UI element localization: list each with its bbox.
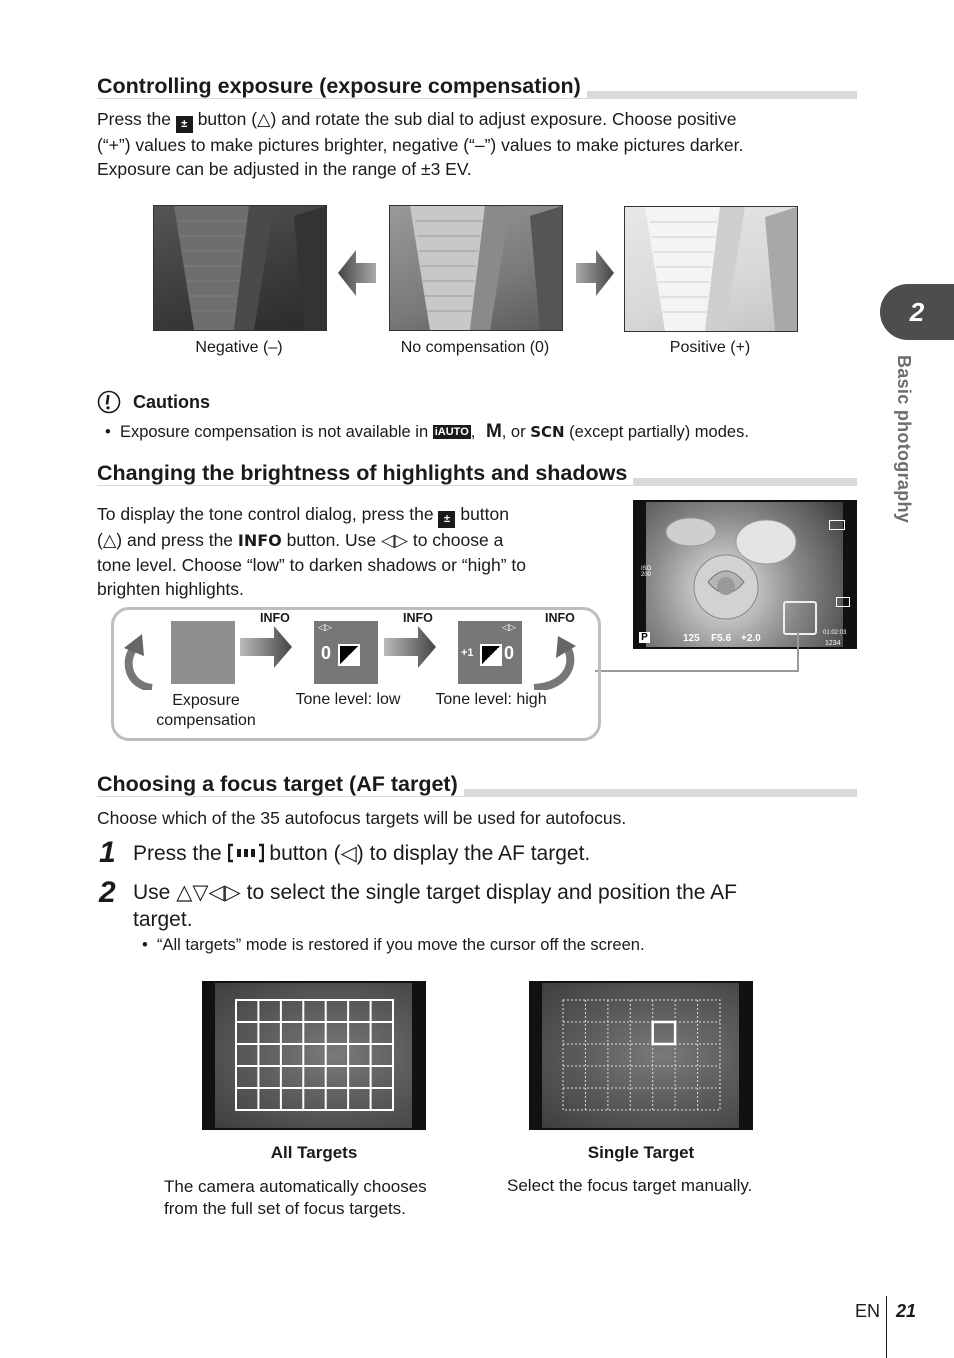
photo-negative-exposure: [153, 205, 327, 331]
shutter-speed: 125: [683, 633, 700, 644]
caption-exposure-compensation: Exposure compensation: [156, 692, 256, 729]
cautions-title: Cautions: [133, 392, 211, 412]
caption-positive: Positive (+): [669, 339, 751, 356]
all-targets-screen: [202, 981, 426, 1130]
info-label-1: INFO: [260, 611, 290, 625]
single-target-desc: Select the focus target manually.: [507, 1176, 753, 1195]
exposure-comp-icon: ±: [438, 511, 455, 528]
up-arrow-icon: △: [102, 531, 117, 551]
left-arrow-icon: [338, 250, 376, 296]
tone-curve-icon: [338, 644, 360, 666]
direction-keys-icon: △▽◁▷: [176, 880, 241, 904]
single-target-screen: [529, 981, 753, 1130]
is-off-icon: [829, 520, 845, 530]
scn-mode-icon: SCN: [530, 423, 565, 441]
tone-curve-icon: [480, 644, 502, 666]
curved-arrow-left-icon: [122, 630, 158, 690]
iauto-mode-icon: iAUTO: [434, 426, 469, 438]
af-grid-all: [235, 999, 394, 1111]
tone-paragraph: To display the tone control dialog, press the ± button (△) and press the INFO button. Use ◁▷ to choose a tone level. Choose “low” to darken shadows or “high” to brighten highlights.: [97, 504, 526, 599]
photo-positive-exposure: [624, 206, 798, 332]
caption-no-compensation: No compensation (0): [400, 339, 550, 356]
thumb-exposure-compensation: [171, 621, 235, 684]
af-intro: Choose which of the 35 autofocus targets will be used for autofocus.: [97, 808, 627, 828]
caption-tone-high: Tone level: high: [435, 691, 547, 708]
info-button-label: INFO: [237, 531, 282, 550]
all-targets-desc: The camera automatically chooses from the full set of focus targets.: [164, 1177, 427, 1218]
exposure-paragraph: Press the ± button (△) and rotate the sub dial to adjust exposure. Choose positive (“+”) values to make pictures brighter, negative (“–”) values to make pictures darker. Exposure can be adjusted in the range of ±3 EV.: [97, 109, 744, 179]
left-arrow-key-icon: ◁: [340, 841, 357, 865]
exposure-comp-icon: ±: [176, 116, 193, 133]
aperture-value: F5.6: [711, 633, 732, 644]
tone-control-indicator: [783, 601, 817, 635]
ev-value: +2.0: [741, 633, 761, 644]
all-targets-title: All Targets: [270, 1143, 358, 1162]
record-time: 01:02:03: [823, 630, 847, 636]
caution-icon: [97, 390, 121, 414]
info-arrow-icon: [240, 626, 292, 668]
footer-divider: [886, 1296, 887, 1358]
right-arrow-icon: [576, 250, 614, 296]
section-heading-exposure: Controlling exposure (exposure compensation): [97, 74, 857, 102]
section-heading-af-target: Choosing a focus target (AF target): [97, 772, 857, 800]
photo-no-compensation: [389, 205, 563, 331]
chapter-label: Basic photography: [894, 355, 914, 524]
page-number: 21: [896, 1301, 917, 1321]
step-number-2: 2: [99, 876, 116, 909]
building-positive: [625, 207, 797, 331]
curved-arrow-right-icon: [532, 630, 578, 690]
quality-icon: [836, 597, 850, 607]
building-normal: [390, 206, 562, 330]
info-label-2: INFO: [403, 611, 433, 625]
up-arrow-icon: △: [257, 110, 271, 130]
manual-mode-icon: M: [485, 421, 502, 442]
af-target-button-icon: [228, 843, 264, 863]
step-1-text: Press the button (◁) to display the AF target.: [133, 841, 591, 865]
step-2-text: Use △▽◁▷ to select the single target display and position the AF target.: [133, 880, 737, 931]
footer-lang: EN: [855, 1301, 881, 1321]
af-grid-single: [562, 999, 721, 1111]
info-label-3: INFO: [545, 611, 575, 625]
caution-item: • Exposure compensation is not available in iAUTO , M, or SCN (except partially) modes.: [105, 421, 749, 442]
camera-screen: [633, 500, 857, 649]
step-number-1: 1: [99, 836, 116, 869]
single-target-title: Single Target: [587, 1143, 695, 1162]
chapter-tab: 2: [880, 284, 954, 340]
selected-af-target: [653, 1022, 675, 1044]
iso-indicator: ISO 200: [641, 566, 652, 578]
shot-count: 1234: [825, 640, 841, 647]
callout-line-horizontal: [595, 670, 799, 672]
section-heading-highlights: Changing the brightness of highlights and shadows: [97, 461, 857, 489]
callout-line-vertical: [797, 632, 799, 672]
thumb-tone-low: ◁▷ 0: [314, 621, 378, 684]
left-right-arrows-icon: ◁▷: [381, 531, 408, 551]
thumb-tone-high: ◁▷ +1 0: [458, 621, 522, 684]
caption-tone-low: Tone level: low: [295, 691, 401, 708]
building-negative: [154, 206, 326, 330]
af-note: • “All targets” mode is restored if you move the cursor off the screen.: [142, 936, 645, 954]
caption-negative: Negative (–): [195, 339, 283, 356]
mode-indicator: P: [639, 632, 650, 643]
info-arrow-icon: [384, 626, 436, 668]
